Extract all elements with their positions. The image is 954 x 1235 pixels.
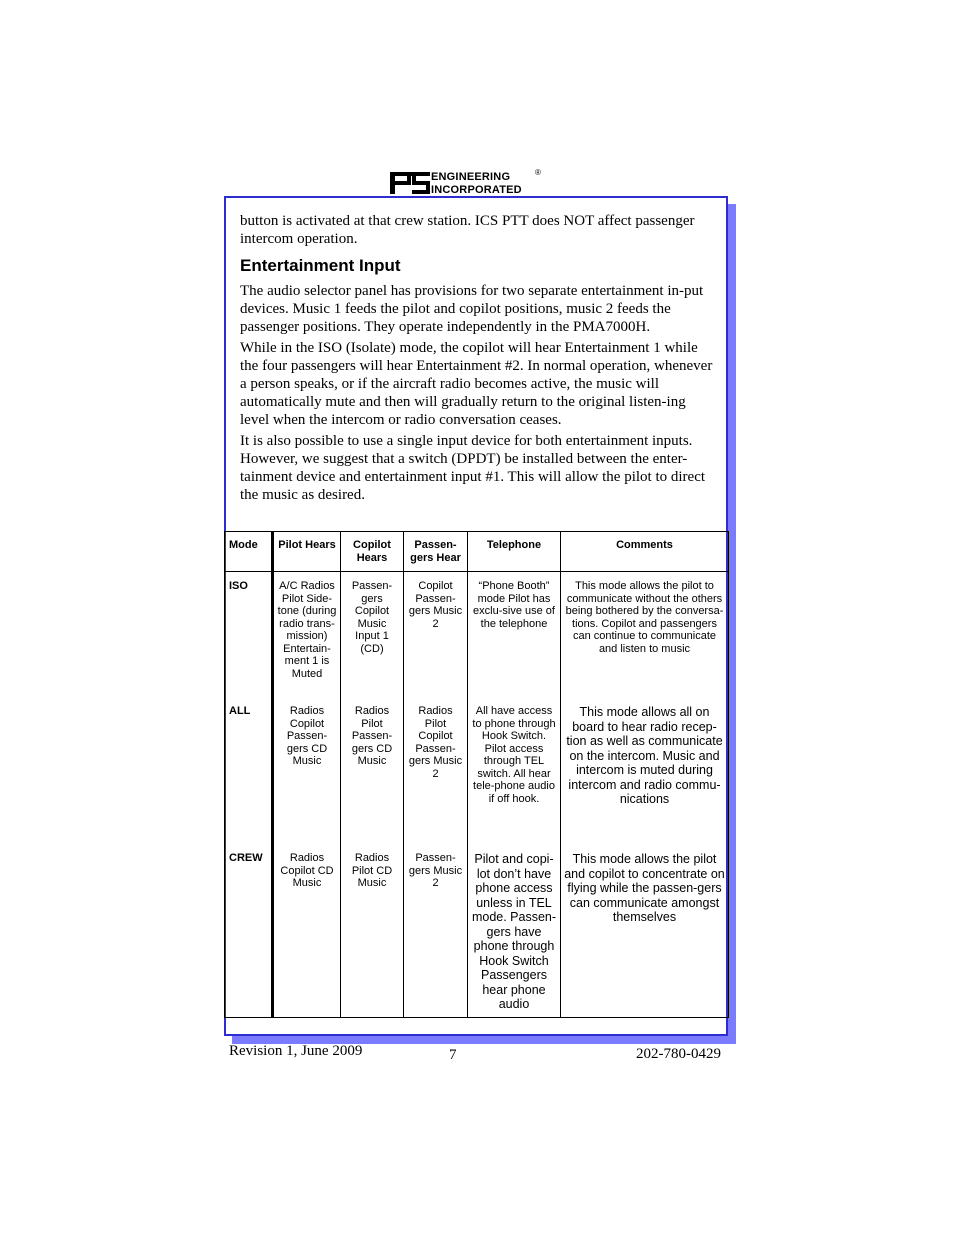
ps-logo-mark-icon bbox=[390, 172, 430, 194]
header-copilot: Copilot Hears bbox=[341, 532, 404, 572]
table-cell: Radios Pilot CD Music bbox=[341, 852, 404, 1018]
mode-cell: ISO bbox=[225, 572, 273, 706]
logo-line-2: INCORPORATED bbox=[431, 184, 522, 196]
table-row bbox=[225, 572, 729, 706]
paragraph-3: It is also possible to use a single input device for both entertainment inputs. However, we suggest that a switch (DPDT) be installed between the enter-tainment device and entertainment input #1. This will allow the pilot to direct the music as desired. bbox=[240, 433, 706, 503]
table-cell: Radios Pilot Passen-gers CD Music bbox=[341, 705, 404, 852]
table-cell: Radios Copilot CD Music bbox=[273, 852, 341, 1018]
table-cell: Passen-gers Copilot Music Input 1 (CD) bbox=[341, 572, 404, 706]
phone-number: 202-780-0429 bbox=[636, 1046, 721, 1062]
table-cell: This mode allows the pilot to communicate without the others being bothered by the conversa-tions. Copilot and passengers can continue to communicate and listen to music bbox=[561, 572, 729, 706]
header-pilot: Pilot Hears bbox=[273, 532, 341, 572]
section-heading: Entertainment Input bbox=[240, 256, 401, 275]
table-cell: This mode allows all on board to hear radio recep-tion as well as communicate on the intercom. Music and intercom is muted during intercom and radio commu-nications bbox=[561, 705, 729, 852]
mode-cell: ALL bbox=[225, 705, 273, 852]
header-mode: Mode bbox=[225, 532, 273, 572]
paragraph-1: The audio selector panel has provisions for two separate entertainment in-put devices. Music 1 feeds the pilot and copilot positions, music 2 feeds the passenger positions. They operate independently in the PMA7000H. bbox=[240, 283, 704, 335]
table-row bbox=[225, 852, 729, 1018]
table-cell: All have access to phone through Hook Switch. Pilot access through TEL switch. All hear tele-phone audio if off hook. bbox=[468, 705, 561, 852]
table-cell: A/C Radios Pilot Side-tone (during radio trans-mission) Entertain-ment 1 is Muted bbox=[273, 572, 341, 706]
paragraph-continuation: button is activated at that crew station. ICS PTT does NOT affect passenger intercom operation. bbox=[240, 213, 695, 247]
logo-line-1: ENGINEERING bbox=[431, 171, 511, 183]
mode-table bbox=[224, 531, 729, 1018]
table-cell: Radios Pilot Copilot Passen-gers Music 2 bbox=[404, 705, 468, 852]
table-cell: Passen-gers Music 2 bbox=[404, 852, 468, 1018]
header-telephone: Telephone bbox=[468, 532, 561, 572]
mode-cell: CREW bbox=[225, 852, 273, 1018]
table-cell: “Phone Booth” mode Pilot has exclu-sive use of the telephone bbox=[468, 572, 561, 706]
body-text bbox=[240, 212, 716, 507]
table-cell: Pilot and copi-lot don’t have phone access unless in TEL mode. Passen-gers have phone through Hook Switch Passengers hear phone audio bbox=[468, 852, 561, 1018]
table-row bbox=[225, 705, 729, 852]
table-cell: This mode allows the pilot and copilot to concentrate on flying while the passen-gers can communicate amongst themselves bbox=[561, 852, 729, 1018]
table-header-row bbox=[225, 532, 729, 572]
content-frame bbox=[224, 196, 728, 1036]
revision-text: Revision 1, June 2009 bbox=[229, 1043, 363, 1059]
header-comments: Comments bbox=[561, 532, 729, 572]
table-cell: Copilot Passen-gers Music 2 bbox=[404, 572, 468, 706]
header-passengers: Passen-gers Hear bbox=[404, 532, 468, 572]
paragraph-2: While in the ISO (Isolate) mode, the copilot will hear Entertainment 1 while the four passengers will hear Entertainment #2. In normal operation, whenever a person speaks, or if the aircraft radio becomes active, the music will automatically mute and then will gradually return to the original listen-ing level when the intercom or radio conversation ceases. bbox=[240, 340, 713, 428]
page-number: 7 bbox=[449, 1047, 457, 1063]
table-cell: Radios Copilot Passen-gers CD Music bbox=[273, 705, 341, 852]
ps-engineering-logo bbox=[390, 168, 550, 198]
registered-mark: ® bbox=[535, 168, 541, 177]
